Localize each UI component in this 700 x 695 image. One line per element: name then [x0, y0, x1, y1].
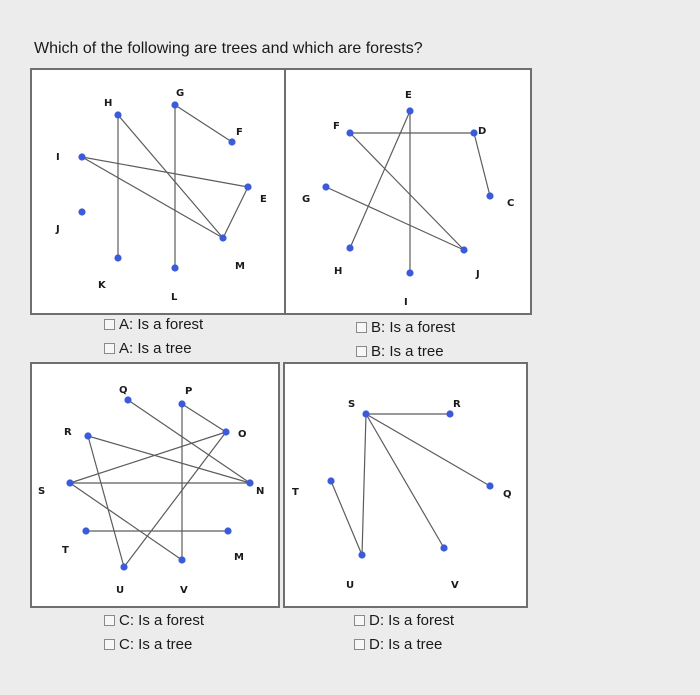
option-c-tree-label: C: Is a tree — [119, 636, 193, 653]
label-c-t: T — [62, 545, 69, 556]
graph-d-panel — [283, 362, 528, 608]
label-b-g: G — [302, 194, 311, 205]
label-d-v: V — [451, 580, 459, 591]
label-c-n: N — [256, 486, 265, 497]
label-b-c: C — [507, 198, 515, 209]
label-b-e: E — [405, 90, 412, 101]
option-d-forest[interactable] — [354, 612, 454, 629]
checkbox-b-forest[interactable] — [356, 322, 367, 333]
option-d-forest-label: D: Is a forest — [369, 612, 455, 629]
label-a-f: F — [236, 127, 243, 138]
label-b-i: I — [404, 297, 408, 308]
label-a-e: E — [260, 194, 267, 205]
option-b-tree-label: B: Is a tree — [371, 343, 444, 360]
option-d-tree[interactable] — [354, 636, 442, 653]
label-c-o: O — [238, 429, 247, 440]
label-d-r: R — [453, 399, 461, 410]
option-c-tree[interactable] — [104, 636, 192, 653]
option-a-tree-label: A: Is a tree — [119, 340, 192, 357]
label-c-m: M — [234, 552, 244, 563]
label-a-m: M — [235, 261, 245, 272]
label-c-v: V — [180, 585, 188, 596]
label-b-f: F — [333, 121, 340, 132]
option-a-forest[interactable] — [104, 316, 203, 333]
label-a-i: I — [56, 152, 60, 163]
label-a-k: K — [98, 280, 106, 291]
label-c-q: Q — [119, 385, 128, 396]
graph-b-panel — [284, 68, 532, 315]
label-a-h: H — [104, 98, 113, 109]
label-a-l: L — [171, 292, 178, 303]
option-b-forest-label: B: Is a forest — [371, 319, 456, 336]
label-d-u: U — [346, 580, 355, 591]
label-d-s: S — [348, 399, 356, 410]
checkbox-d-forest[interactable] — [354, 615, 365, 626]
checkbox-c-forest[interactable] — [104, 615, 115, 626]
option-b-tree[interactable] — [356, 343, 444, 360]
label-a-g: G — [176, 88, 185, 99]
label-c-u: U — [116, 585, 125, 596]
label-b-j: J — [476, 269, 480, 280]
checkbox-b-tree[interactable] — [356, 346, 367, 357]
label-d-t: T — [292, 487, 299, 498]
question-text: Which of the following are trees and which are forests? — [34, 40, 423, 57]
checkbox-c-tree[interactable] — [104, 639, 115, 650]
checkbox-a-tree[interactable] — [104, 343, 115, 354]
label-d-q: Q — [503, 489, 512, 500]
option-b-forest[interactable] — [356, 319, 455, 336]
label-a-j: J — [56, 224, 60, 235]
graph-a-panel — [30, 68, 286, 315]
option-d-tree-label: D: Is a tree — [369, 636, 443, 653]
label-c-r: R — [64, 427, 72, 438]
checkbox-d-tree[interactable] — [354, 639, 365, 650]
label-c-s: S — [38, 486, 46, 497]
checkbox-a-forest[interactable] — [104, 319, 115, 330]
option-a-tree[interactable] — [104, 340, 192, 357]
option-a-forest-label: A: Is a forest — [119, 316, 204, 333]
option-c-forest-label: C: Is a forest — [119, 612, 205, 629]
label-c-p: P — [185, 386, 193, 397]
option-c-forest[interactable] — [104, 612, 204, 629]
label-b-h: H — [334, 266, 343, 277]
label-b-d: D — [478, 126, 487, 137]
graph-c-panel — [30, 362, 280, 608]
